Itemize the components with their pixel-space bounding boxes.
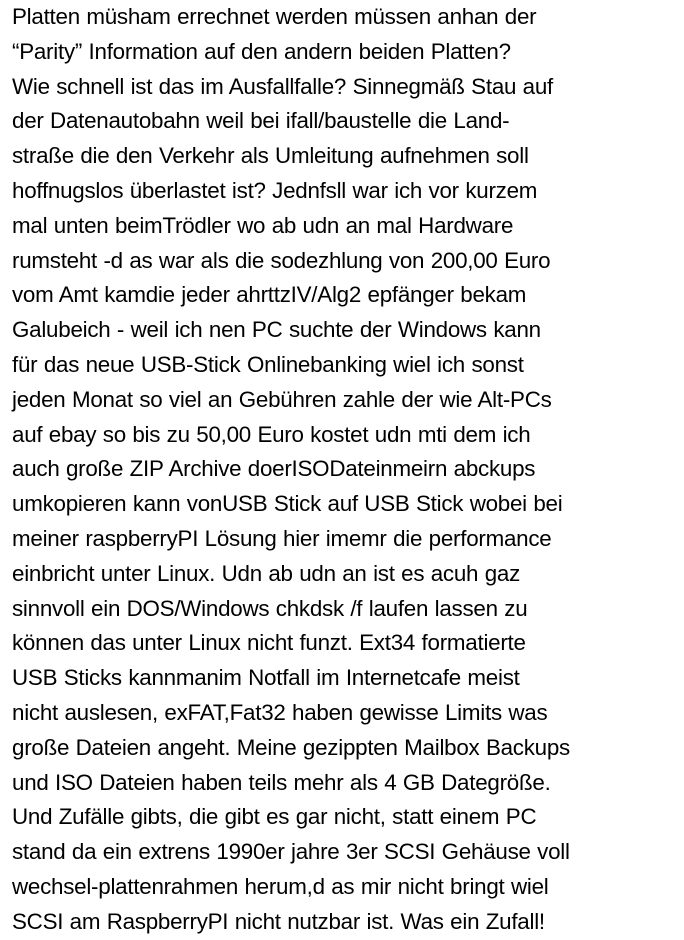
- text-line: Galubeich - weil ich nen PC suchte der Windows kann: [12, 317, 541, 343]
- text-line: nicht auslesen, exFAT,Fat32 haben gewisse Limits was: [12, 699, 548, 725]
- text-line: SCSI am RaspberryPI nicht nutzbar ist. Was ein Zufall!: [12, 908, 545, 934]
- text-line: Platten müsham errechnet werden müssen anhan der: [12, 4, 537, 29]
- text-line: für das neue USB-Stick Onlinebanking wiel ich sonst: [12, 351, 524, 377]
- text-line: sinnvoll ein DOS/Windows chkdsk /f laufen lassen zu: [12, 595, 528, 621]
- text-line: einbricht unter Linux. Udn ab udn an ist es acuh gaz: [12, 560, 521, 586]
- text-line: hoffnugslos überlastet ist? Jednfsll war ich vor kurzem: [12, 177, 538, 203]
- text-line: straße die den Verkehr als Umleitung aufnehmen soll: [12, 143, 529, 169]
- text-line: auch große ZIP Archive doerISODateinmeirn abckups: [12, 456, 536, 482]
- body-text: [12, 0, 684, 940]
- text-line: und ISO Dateien haben teils mehr als 4 GB Dategröße.: [12, 769, 551, 795]
- text-line: jeden Monat so viel an Gebühren zahle der wie Alt-PCs: [12, 386, 552, 412]
- text-line: USB Sticks kannmanim Notfall im Internetcafe meist: [12, 665, 520, 691]
- text-line: wechsel-plattenrahmen herum,d as mir nicht bringt wiel: [12, 873, 549, 899]
- text-line: stand da ein extrens 1990er jahre 3er SCSI Gehäuse voll: [12, 839, 570, 865]
- text-line: auf ebay so bis zu 50,00 Euro kostet udn mti dem ich: [12, 421, 531, 447]
- text-line: umkopieren kann vonUSB Stick auf USB Stick wobei bei: [12, 491, 563, 517]
- text-line: mal unten beimTrödler wo ab udn an mal Hardware: [12, 212, 514, 238]
- text-line: rumsteht -d as war als die sodezhlung von 200,00 Euro: [12, 247, 551, 273]
- text-line: meiner raspberryPI Lösung hier imemr die performance: [12, 525, 552, 551]
- text-line: können das unter Linux nicht funzt. Ext34 formatierte: [12, 630, 526, 656]
- text-line: Wie schnell ist das im Ausfallfalle? Sinnegmäß Stau auf: [12, 73, 554, 99]
- text-line: der Datenautobahn weil bei ifall/baustelle die Land-: [12, 108, 510, 134]
- text-line: Und Zufälle gibts, die gibt es gar nicht, statt einem PC: [12, 804, 537, 830]
- text-line: große Dateien angeht. Meine gezippten Mailbox Backups: [12, 734, 570, 760]
- text-line: vom Amt kamdie jeder ahrttzIV/Alg2 epfänger bekam: [12, 282, 527, 308]
- text-line: “Parity” Information auf den andern beiden Platten?: [12, 38, 511, 64]
